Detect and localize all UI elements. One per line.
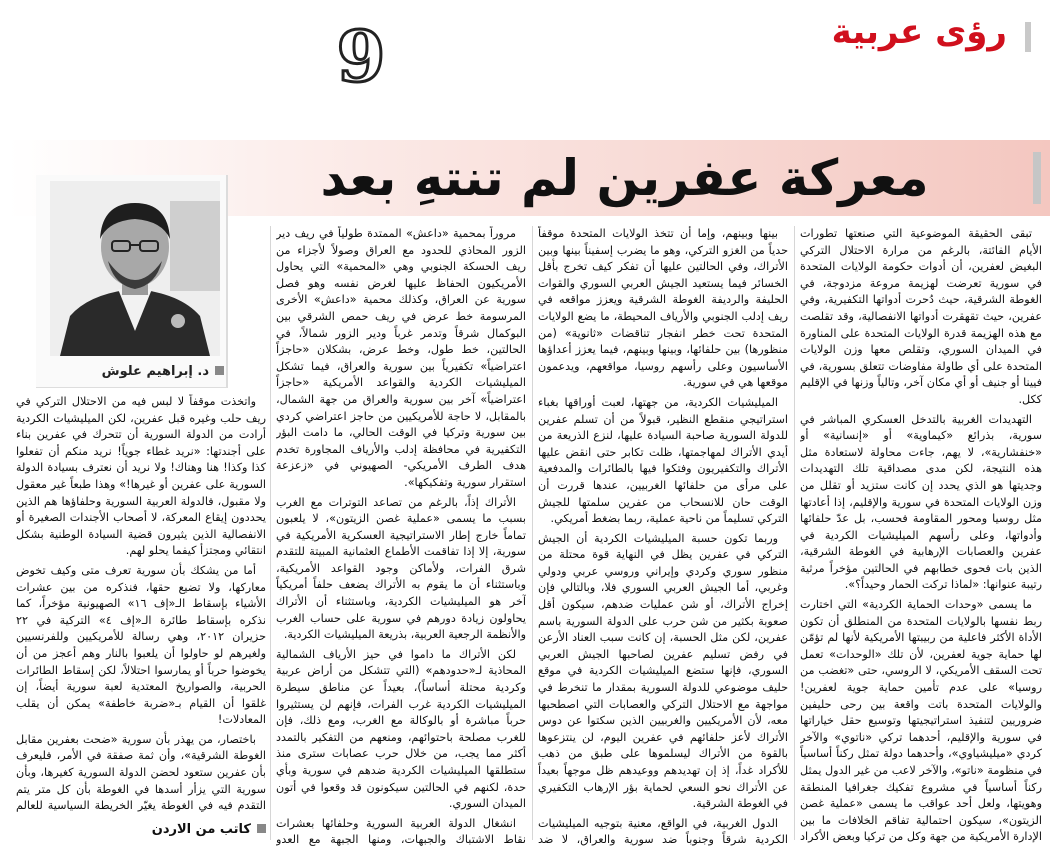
paragraph: ما يسمى «وحدات الحماية الكردية» التي اختارت ربط نفسها بالولايات المتحدة من المنطلق أن تكون الأداة الأكثر فاعلية من ربيبتها الأمريكية لأنها لم تؤمّن لها حماية جوية لعفرين، لأن تلك «الوحدات» تعمل تحت السقف الأمريكي، لا الروسي، حتى «تغضب من روسيا» على عدم تأمين حماية جوية لعفرين! والولايات المتحدة باتت واقعة بين رحى حليفين ضروريين لتنفيذ استراتيجيتها وتوسيع حقل خياراتها في سورية والإقليم، أحدهما تركي «ناتوي» والآخر كردي «ميليشياوي»، وأحدهما دولة تمثل ركناً أساسياً في منظومة «ناتو»، والآخر لاعب من غير الدول يمثل ركناً أساسياً في مشروع تفكيك جغرافيا المنطقة وهويتها، ولعل أحد عواقب ما يسمى «عملية غصن الزيتون»، سيكون احتمالية تفاقم الخلافات ما بين الإدارة الأمريكية من جهة وكل من تركيا وبعض الأكراد [800, 598, 1042, 844]
paragraph: وربما تكون حسبة الميليشيات الكردية أن الجيش التركي في عفرين يظل في النهاية قوة محتلة من منظور سوري وكردي وإيراني وروسي عربي ودولي وغربي، أما الجيش العربي السوري فلا، وبالتالي فإن إخراج الأتراك، أو شن عمليات ضدهم، سيكون أقل صعوبة بكثير من شن حرب على الدولة السورية باسم عفرين، لكن مثل الحسبة، إن كانت سبب العناد الأرعن في رفض تسليم عفرين لصاحبها الجيش العربي السوري، فإنها ستضع الميليشيات الكردية في موقع حليف موضوعي للدولة السورية بمقدار ما تنخرط في مواجهة مع الاحتلال التركي والعصابات التي اصطحبها معه، لأن الأمريكيين والغربيين الذين سكتوا عن دوس الأتراك لأعز حلفائهم في عفرين اليوم، لن ينتزعوها بالقوة من الأتراك ليسلموها على طبق من ذهب للأكراد غداً، إذ إن تهديدهم ووعيدهم ظل موجهاً بعيداً عن الأتراك نحو السعي لحماية بؤر الإرهاب التكفيري في الغوطة الشرقية. [538, 531, 788, 811]
paragraph: بينها وبينهم، وإما أن تتخذ الولايات المتحدة موقفاً حدياً من الغزو التركي، وهو ما يضرب إسفيناً بينها وبين الأتراك، وفي الحالتين عليها أن تفكر كيف تخرج بأقل الخسائر فيما يستعيد الجيش العربي السوري والقوات الحليفة والرديفة الغوطة الشرقية ويعزز مواقعه في ريف إدلب الجنوبي والأرياف المحيطة، ما يضع الولايات المتحدة تحت خطر انفجار تناقضات «ثانوية» (من منظورها) بين حلفائها، وبينها وبينهم، فيما يعزز أعداؤها الأساسيون وعلى رأسهم روسيا، مواقعهم، ويدعمون موقعها هي في سورية. [538, 227, 788, 390]
paragraph: مروراً بمحمية «داعش» الممتدة طولياً في ريف دير الزور المحاذي للحدود مع العراق وصولاً لأجزاء من ريف الحسكة الجنوبي وهي «المحمية» التي يحاول الأمريكيون الحفاظ عليها لغرض نفسه وهو فصل سورية عن العراق، وكذلك محمية «داعش» الأخرى المرسومة خط عرض في ريف حمص الشرقي بين البوكمال شرقاً وتدمر غرباً ودير الزور شمالاً، في الحالتين، خط طول، وخط عرض، بشكلان «حاجزاً اعتراضياً» تكفيرياً بين سورية والعراق، فيما تشكل الميليشيات الكردية والقواعد الأمريكية «حاجزاً اعتراضياً» آخر بين سورية والعراق من جهة الشمال، بالمقابل، لا حاجة للأمريكيين من حاجز اعتراضي كردي بين سورية وتركيا في الوقت الحالي، ما دامت البؤر التكفيرية في محافظة إدلب والأرياف المجاورة تخدم هدف الطرف الأمريكي- الصهيوني في «زعزعة استقرار سورية وتفكيكها». [276, 227, 526, 489]
author-name [44, 364, 224, 384]
paragraph: باختصار، من يهذر بأن سورية «ضحت بعفرين مقابل الغوطة الشرقية»، وأن ثمة صفقة في الأمر، فليعرف بأن عفرين ستعود لحضن الدولة السورية كغيرها، وبأن سورية التي يزأر أسدها في الغوطة بأن كل متر يتم التقدم فيه في الغوطة يغيّر الخريطة السياسية للعالم [16, 732, 266, 813]
bullet-square-icon [215, 366, 224, 375]
page-header [0, 0, 1059, 110]
column-divider [532, 226, 533, 840]
page-number: 9 [336, 15, 386, 98]
author-byline [16, 822, 266, 844]
author-name-text: د. إبراهيم علوش [101, 364, 209, 379]
author-photo-icon [50, 181, 220, 356]
bullet-square-icon [257, 824, 266, 833]
article-headline: معركة عفرين لم تنتهِ بعد [320, 149, 929, 207]
article-column-4 [16, 394, 266, 814]
article-column-2 [538, 226, 788, 846]
byline-text: كاتب من الاردن [151, 822, 251, 837]
section-marker-bar [1025, 22, 1031, 52]
article-column-1 [800, 226, 1042, 846]
column-divider [794, 226, 795, 840]
headline-marker-bar [1033, 152, 1041, 204]
paragraph: واتخذت موقفاً لا لبس فيه من الاحتلال التركي في ريف حلب وغيره قبل عفرين، لكن الميليشيات الكردية أرادت من الدولة السورية أن تتحرك في عفرين بناء على أجندتها: «نريد غطاء جوياً! نريد منكم أن تفعلوا كذا وكذا! هنا وهناك! ولا نريد أن نعترف بسيادة الدولة السورية على عفرين أو غيرها!» وهذا طبعاً غير معقول ولا مقبول، فالدولة العربية السورية وحلفاؤها هم الذين يحددون إيقاع المعركة، لا أصحاب الأجندات الصغيرة أو الانفصالية الذين يثيرون قضية السيادة الوطنية بشكل انتقائي ومجتزأ كيفما يحلو لهم. [16, 395, 266, 558]
paragraph: التهديدات الغربية بالتدخل العسكري المباشر في سورية، بذرائع «كيماوية» أو «إنسانية» أو «خنفشارية»، لا يهم، جاءت محاولة لاستعادة مثل هذه النتيجة، لكن مدى مصداقية تلك التهديدات وجديتها هو الذي يحدد إن كانت ستزيد أو تقلل من وزن الولايات المتحدة في سورية والإقليم، إذا أعادتها مثل روسيا ومحور المقاومة فحسب، بل عدّ حلفائها وأدواتها، وعلى رأسهم الميليشيات الكردية في عفرين والعصابات الإرهابية في الغوطة الشرقية، الذين بات فحوى خطابهم في الحالتين مؤخراً مرثية رتيبة عنوانها: «لماذا تركت الحمار وحيداً؟». [800, 412, 1042, 592]
paragraph: الأتراك إذاً، بالرغم من تصاعد التوترات مع الغرب بسبب ما يسمى «عملية غصن الزيتون»، لا يلعبون تماماً خارج إطار الاستراتيجية العسكرية الأمريكية في سورية، إلا إذا تفاقمت الأطماع العثمانية المبيتة للتقدم شرق الفرات، ولأماكن وجود القواعد الأمريكية، وباستثناء أن ما يقوم به الأتراك يضعف حلفاً أمريكياً آخر هو الميليشيات الكردية، وباستثناء أن الأتراك يحاولون زيادة دورهم في سورية على حساب الغرب والأنظمة الرجعية العربية، بذريعة الميليشيات الكردية. [276, 495, 526, 642]
article-column-3 [276, 226, 526, 846]
column-divider [270, 226, 271, 840]
paragraph: الميليشيات الكردية، من جهتها، لعبت أوراقها بغباء استراتيجي منقطع النظير، قبولاً من أن تسلم عفرين للدولة السورية صاحبة السيادة عليها، لنزع الذريعة من أيدي الأتراك لمهاجمتها، ظلت تكابر حتى انقض عليها الأتراك والتكفيريون وفتكوا فيها بالطائرات والمدفعية على مرأى من حلفائها الغربيين، عندها قررت أن الوقت حان للانسحاب من عفرين سلمتها للجيش التركي تسليماً من ناحية عملية، ربما بضغط أمريكي. [538, 395, 788, 526]
author-photo [36, 175, 228, 388]
paragraph: لكن الأتراك ما داموا في حيز الأرياف الشمالية المحاذية لـ«حدودهم» (التي تتشكل من أراض عربية وكردية محتلة أساساً)، بعيداً عن مناطق سيطرة الميليشيات الكردية غرب الفرات، فإنهم لن يستثيروا حرباً مباشرة أو بالوكالة مع الغرب، ومع ذلك، فإن للغرب مصلحة باحتوائهم، ومنعهم من التفكير بالتمدد أكثر مما يجب، من خلال حرب عصابات سترى منذ ستطلقها الميليشيات الكردية ضدهم في سورية وبأي حدة، لكنهم في الحالتين سيكونون قد وقعوا في أتون الميدان السوري. [276, 647, 526, 811]
paragraph: أما من يشكك بأن سورية تعرف متى وكيف تخوض معاركها، ولا تضيع حقها، فنذكره من بين عشرات الأشياء بإسقاط الـ«إف ١٦» الصهيونية مؤخراً، كما نذكره بإسقاط طائرة الـ«إف ٤» التركية في ٢٢ حزيران ٢٠١٢، وهي رسالة للأمريكيين وللفرنسيين ولغيرهم لو حاولوا أن يلعبوا بالنار وهم أعجز من أن يخوضوا حرباً أو يمارسوا احتلالاً، لكن إسقاط الطائرات الحربية، والصواريخ المعتدية لعبة سورية أيضاً، إن غلقوا أن القيام بـ«ضربة خاطفة» يمكن أن يقلب المعادلات! [16, 563, 266, 727]
paragraph: الدول الغربية، في الواقع، معنية بتوجيه الميليشيات الكردية شرقاً وجنوباً ضد سورية والعراق، لا ضد [538, 816, 788, 846]
paragraph: تبقى الحقيقة الموضوعية التي صنعتها تطورات الأيام الفائتة، بالرغم من مرارة الاحتلال التركي البغيض لعفرين، أن أدوات حكومة الولايات المتحدة في سورية تعرضت لهزيمة مروعة مزدوجة، في الغوطة الشرقية، حيث دُحرت أدواتها التكفيرية، وفي عفرين، حيث تقهقرت أدواتها الانفصالية، وقد تقلصت مع هذه الهزيمة قدرة الولايات المتحدة على المناورة في الميدان السوري، وتقلص معها وزن الولايات المتحدة على أي طاولة مفاوضات تتعلق بسورية، في فيينا أو جنيف أو أي مكان آخر، وتالياً وزنها في الإقليم ككل. [800, 227, 1042, 406]
section-title: رؤى عربية [831, 12, 1007, 52]
paragraph: انشغال الدولة العربية السورية وحلفائها بعشرات نقاط الاشتباك والجبهات، ومنها الجبهة مع العدو [276, 816, 526, 846]
